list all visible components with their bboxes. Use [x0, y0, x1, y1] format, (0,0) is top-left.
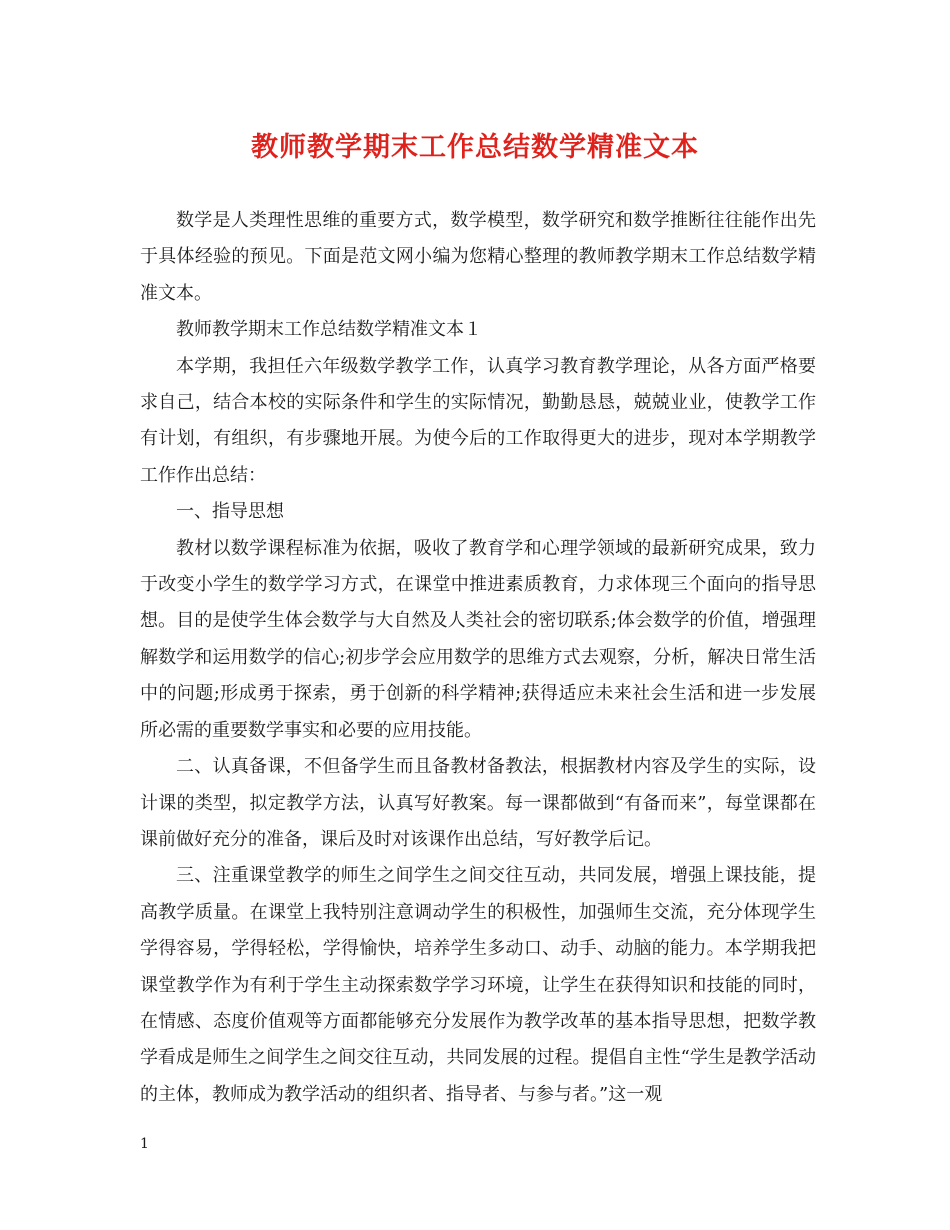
document-title: 教师教学期末工作总结数学精准文本	[251, 132, 699, 163]
body-paragraph: 三、注重课堂教学的师生之间学生之间交往互动，共同发展，增强上课技能，提高教学质量。在课堂上我特别注意调动学生的积极性，加强师生交流，充分体现学生学得容易，学得轻松，学得愉快，培养学生多动口、动手、动脑的能力。本学期我把课堂教学作为有利于学生主动探索数学学习环境，让学生在获得知识和技能的同时，在情感、态度价值观等方面都能够充分发展作为教学改革的基本指导思想，把数学教学看成是师生之间学生之间交往互动，共同发展的过程。提倡自主性“学生是教学活动的主体，教师成为教学活动的组织者、指导者、与参与者。”这一观	[140, 865, 816, 1105]
intro-paragraph: 数学是人类理性思维的重要方式，数学模型，数学研究和数学推断往往能作出先于具体经验的预见。下面是范文网小编为您精心整理的教师教学期末工作总结数学精准文本。	[140, 210, 816, 304]
body-paragraph: 教材以数学课程标准为依据，吸收了教育学和心理学领域的最新研究成果，致力于改变小学生的数学学习方式，在课堂中推进素质教育，力求体现三个面向的指导思想。目的是使学生体会数学与大自然及人类社会的密切联系;体会数学的价值，增强理解数学和运用数学的信心;初步学会应用数学的思维方式去观察，分析，解决日常生活中的问题;形成勇于探索，勇于创新的科学精神;获得适应未来社会生活和进一步发展所必需的重要数学事实和必要的应用技能。	[140, 537, 816, 741]
body-paragraph: 本学期，我担任六年级数学教学工作，认真学习教育教学理论，从各方面严格要求自己，结合本校的实际条件和学生的实际情况，勤勤恳恳，兢兢业业，使教学工作有计划，有组织，有步骤地开展。为使今后的工作取得更大的进步，现对本学期教学工作作出总结：	[140, 355, 816, 486]
section-subtitle: 教师教学期末工作总结数学精准文本１	[176, 319, 482, 341]
page-number: 1	[140, 1136, 149, 1152]
body-paragraph: 二、认真备课，不但备学生而且备教材备教法，根据教材内容及学生的实际，设计课的类型，拟定教学方法，认真写好教案。每一课都做到“有备而来”，每堂课都在课前做好充分的准备，课后及时对该课作出总结，写好教学后记。	[140, 756, 816, 850]
document-body	[140, 203, 816, 1113]
section-heading-guiding-thought: 一、指导思想	[176, 501, 284, 523]
